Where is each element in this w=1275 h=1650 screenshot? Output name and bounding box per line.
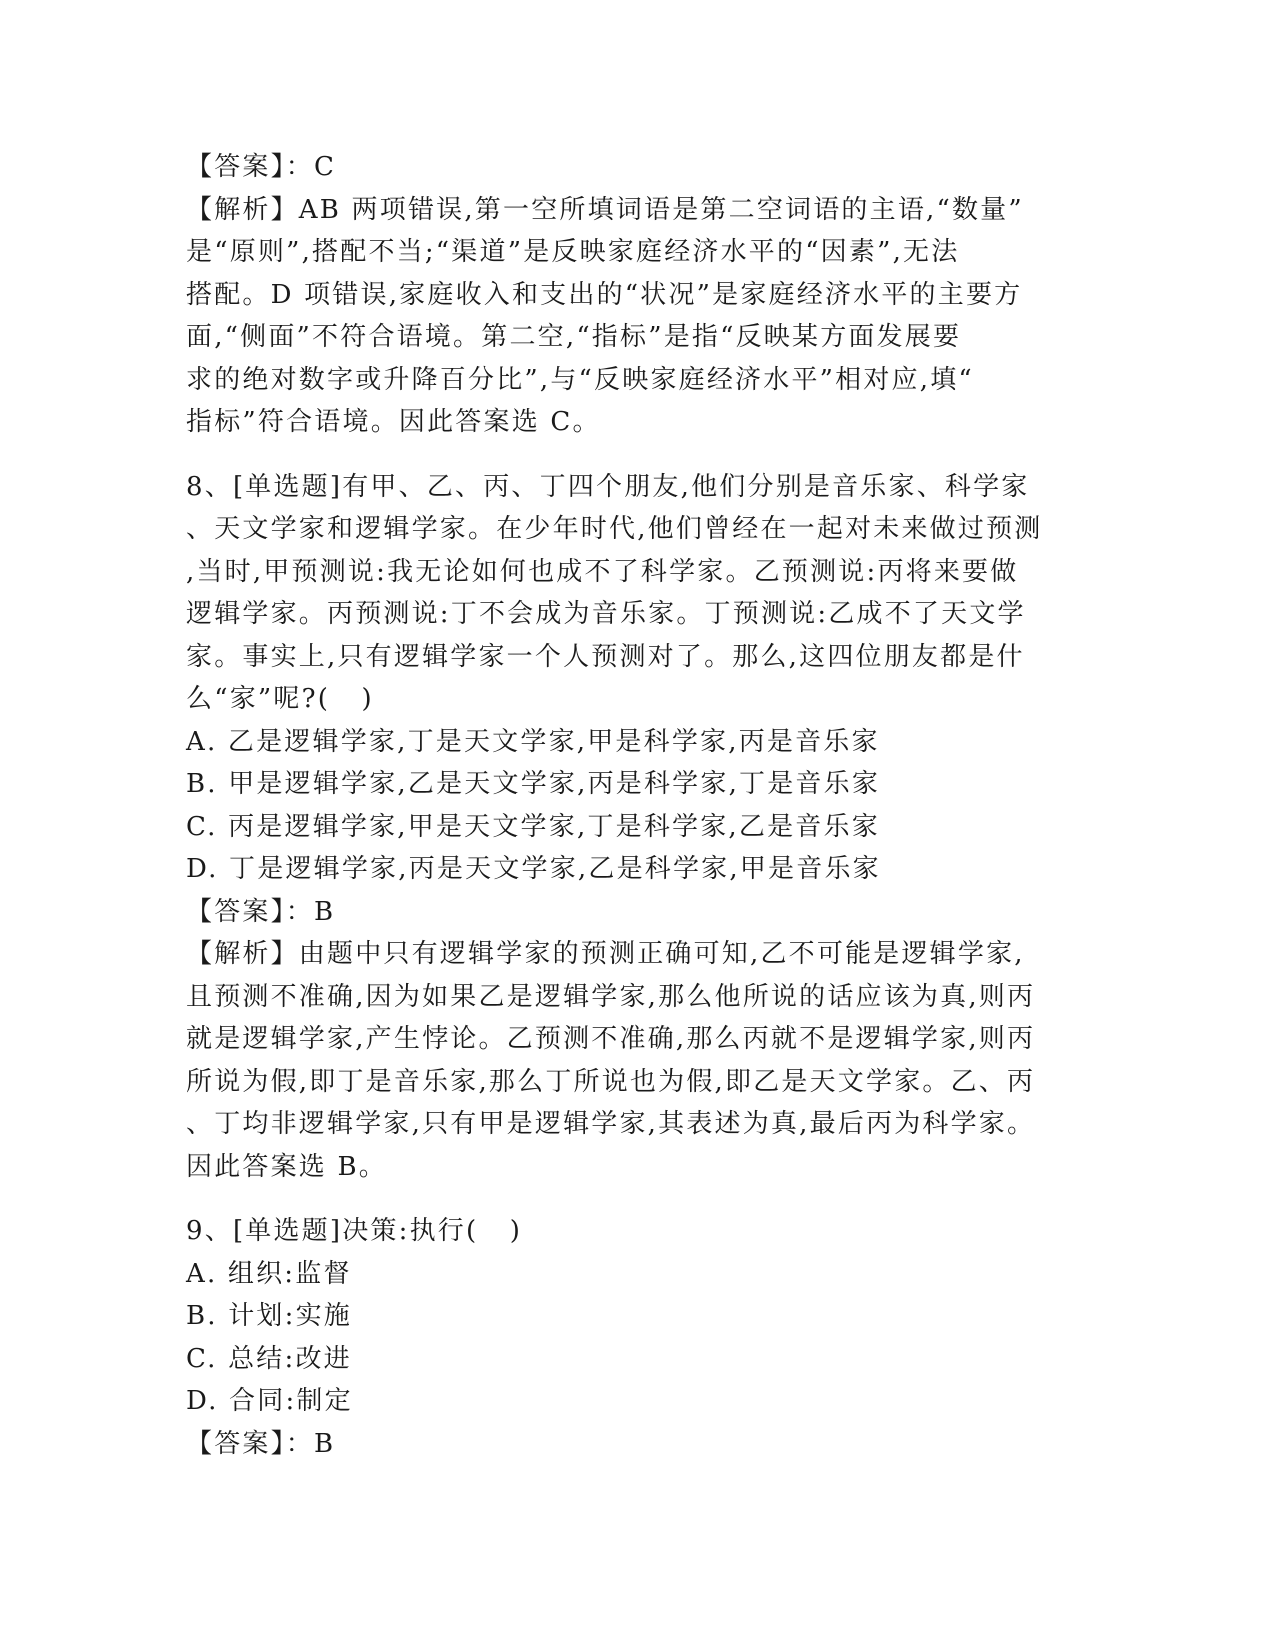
q7-analysis-line: 是“原则”,搭配不当;“渠道”是反映家庭经济水平的“因素”,无法 (186, 237, 960, 267)
q8-analysis-line: 且预测不准确,因为如果乙是逻辑学家,那么他所说的话应该为真,则丙 (186, 981, 1036, 1012)
document-page (186, 146, 1066, 1465)
q8-question-line: ,当时,甲预测说:我无论如何也成不了科学家。乙预测说:丙将来要做 (186, 556, 1019, 587)
q8-analysis-line: 所说为假,即丁是音乐家,那么丁所说也为假,即乙是天文学家。乙、丙 (186, 1066, 1036, 1097)
q8-answer: 【答案】：B (186, 896, 336, 927)
spacer (186, 444, 1066, 466)
q8-analysis-line: 就是逻辑学家,产生悖论。乙预测不准确,那么丙就不是逻辑学家,则丙 (186, 1024, 1036, 1054)
q9-option-c: C. 总结:改进 (186, 1343, 352, 1374)
q8-option-c: C. 丙是逻辑学家,甲是天文学家,丁是科学家,乙是音乐家 (186, 811, 880, 842)
q8-question-line: 逻辑学家。丙预测说:丁不会成为音乐家。丁预测说:乙成不了天文学 (186, 599, 1026, 629)
q7-analysis-line: 搭配。D 项错误,家庭收入和支出的“状况”是家庭经济水平的主要方 (186, 279, 1023, 310)
q9-question-line: 9、[单选题]决策:执行( ) (186, 1216, 523, 1246)
q7-analysis-line: 求的绝对数字或升降百分比”,与“反映家庭经济水平”相对应,填“ (186, 364, 974, 395)
q9-answer: 【答案】：B (186, 1428, 336, 1459)
q9-option-a: A. 组织:监督 (186, 1258, 352, 1289)
q8-analysis-line: 因此答案选 B。 (186, 1151, 387, 1182)
q7-analysis-line: 【解析】AB 两项错误,第一空所填词语是第二空词语的主语,“数量” (186, 194, 1024, 225)
q8-option-a: A. 乙是逻辑学家,丁是天文学家,甲是科学家,丙是音乐家 (186, 726, 880, 757)
q8-analysis-line: 、丁均非逻辑学家,只有甲是逻辑学家,其表述为真,最后丙为科学家。 (186, 1109, 1036, 1139)
q7-answer: 【答案】：C (186, 152, 337, 182)
q9-option-b: B. 计划:实施 (186, 1301, 352, 1331)
q8-question-line: 、天文学家和逻辑学家。在少年时代,他们曾经在一起对未来做过预测 (186, 514, 1043, 544)
q8-analysis-line: 【解析】由题中只有逻辑学家的预测正确可知,乙不可能是逻辑学家, (186, 939, 1025, 969)
q7-analysis-line: 面,“侧面”不符合语境。第二空,“指标”是指“反映某方面发展要 (186, 322, 962, 352)
q8-block (186, 466, 1066, 1189)
spacer (186, 1188, 1066, 1210)
q7-analysis-line: 指标”符合语境。因此答案选 C。 (186, 407, 601, 437)
q7-block (186, 146, 1066, 444)
q8-question-line: 么“家”呢?( ) (186, 684, 374, 714)
q8-option-d: D. 丁是逻辑学家,丙是天文学家,乙是科学家,甲是音乐家 (186, 854, 881, 884)
q8-question-line: 家。事实上,只有逻辑学家一个人预测对了。那么,这四位朋友都是什 (186, 641, 1025, 672)
q8-question-line: 8、[单选题]有甲、乙、丙、丁四个朋友,他们分别是音乐家、科学家 (186, 471, 1030, 502)
q9-block (186, 1210, 1066, 1465)
q8-option-b: B. 甲是逻辑学家,乙是天文学家,丙是科学家,丁是音乐家 (186, 769, 881, 799)
q9-option-d: D. 合同:制定 (186, 1386, 353, 1416)
